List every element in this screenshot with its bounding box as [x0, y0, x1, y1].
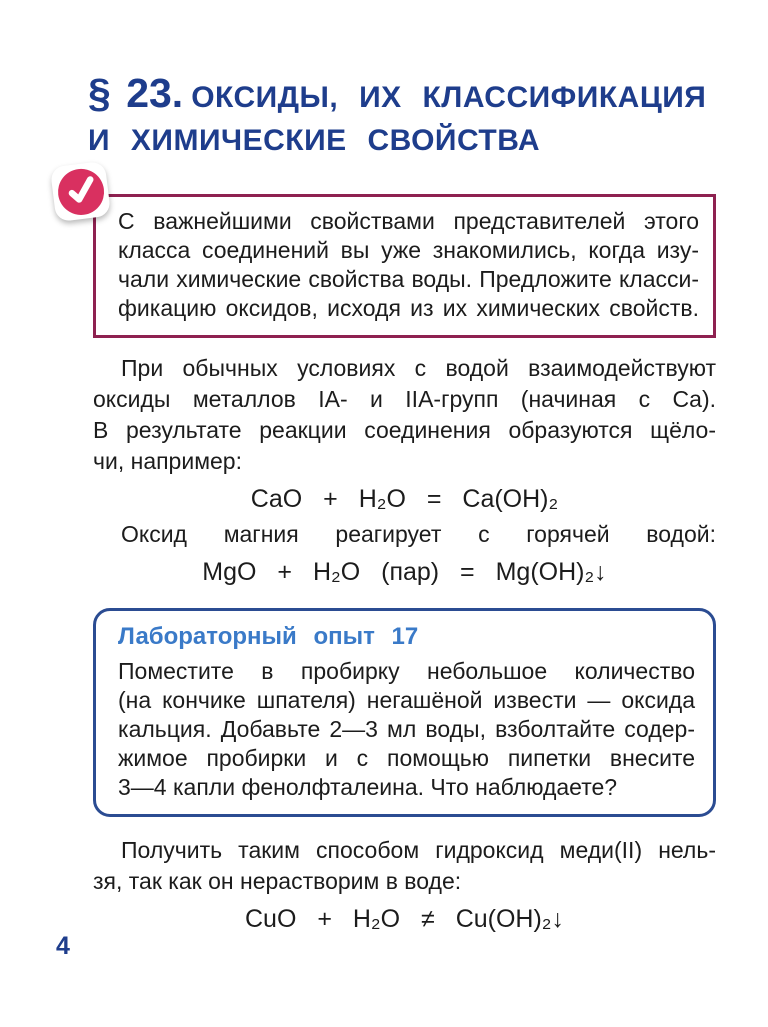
section-title — [88, 72, 716, 162]
text-line: фикацию оксидов, исходя из их химических свойств. — [118, 295, 699, 321]
equation-cuo: CuO + H₂O ≠ Cu(OH)₂↓ — [244, 905, 565, 933]
checkmark-badge — [50, 161, 111, 222]
text-line: 3—4 капли фенолфталеина. Что наблюдаете? — [118, 774, 618, 800]
paragraph-magnesium: Оксид магния реагирует с горячей водой: — [121, 521, 716, 547]
text-line: При обычных условиях с водой взаимодействуют — [121, 355, 716, 381]
text-line: С важнейшими свойствами представителей этого — [118, 208, 699, 234]
lab-experiment-title: Лабораторный опыт 17 — [118, 623, 419, 650]
text-line: зя, так как он нерастворим в воде: — [93, 868, 462, 894]
text-line: класса соединений вы уже знакомились, когда изу- — [118, 237, 699, 263]
section-title-line1: ОКСИДЫ, ИХ КЛАССИФИКАЦИЯ — [191, 81, 707, 114]
equation-cao: CaO + H₂O = Ca(OH)₂ — [250, 485, 559, 513]
text-line: жимое пробирки и с помощью пипетки внесите — [118, 745, 695, 771]
text-line: Получить таким способом гидроксид меди(II) нель- — [121, 837, 716, 863]
text-line: кальция. Добавьте 2—3 мл воды, взболтайте содер- — [118, 716, 695, 742]
text-line: Поместите в пробирку небольшое количество — [118, 658, 695, 684]
lab-experiment-box — [93, 608, 716, 817]
page-number: 4 — [56, 932, 70, 960]
text-line: чали химические свойства воды. Предложите класси- — [118, 266, 699, 292]
equation-mgo: MgO + H₂O (пар) = Mg(OH)₂↓ — [202, 558, 607, 586]
text-line: В результате реакции соединения образуются щёло- — [93, 417, 716, 443]
paragraph-copper — [93, 835, 716, 897]
checkmark-icon — [55, 166, 106, 217]
text-line: оксиды металлов IA- и IIA-групп (начиная с Ca). — [93, 386, 716, 412]
intro-box — [93, 194, 716, 338]
lab-experiment-body — [118, 657, 695, 802]
page-content — [88, 0, 716, 937]
text-line: чи, например: — [93, 448, 242, 474]
section-title-line2: И ХИМИЧЕСКИЕ СВОЙСТВА — [88, 124, 541, 157]
section-number: § 23. — [88, 70, 184, 116]
text-line: (на кончике шпателя) негашёной извести — оксида — [118, 687, 695, 713]
paragraph-water-reaction — [93, 353, 716, 477]
